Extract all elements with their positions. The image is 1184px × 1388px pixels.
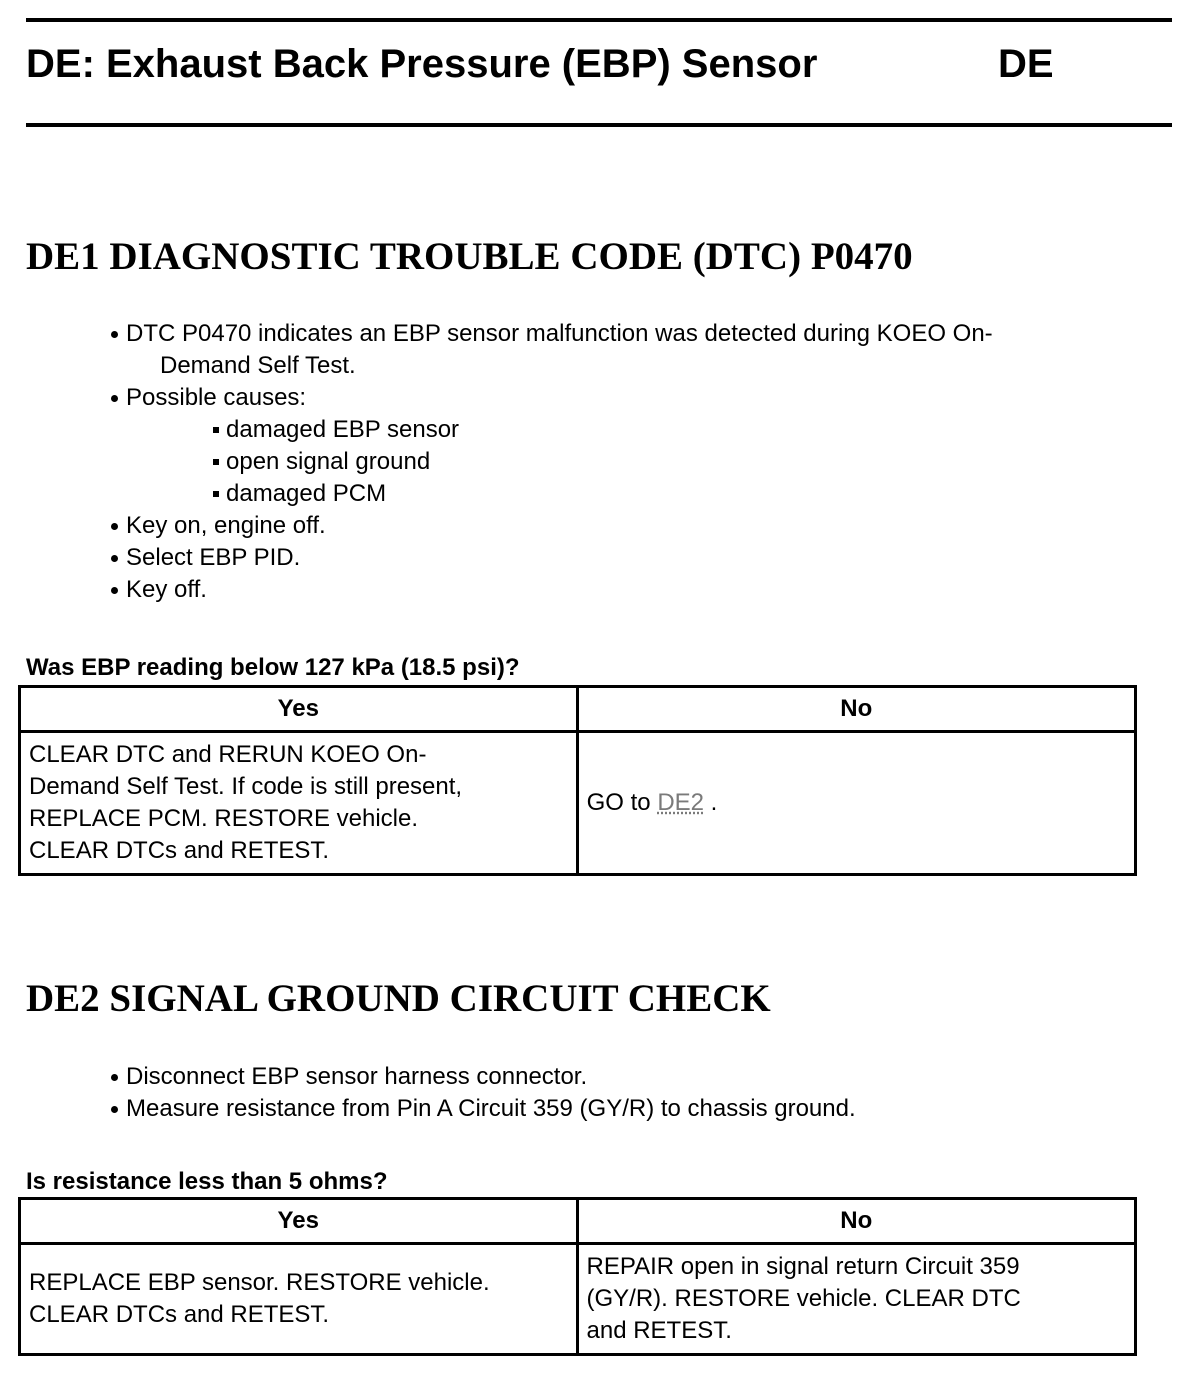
- cause-item: open signal ground: [108, 446, 993, 478]
- section-de2-result-table: [18, 1197, 1137, 1356]
- section-de1-result-table: [18, 685, 1137, 876]
- no-action-prefix: GO to: [586, 789, 651, 816]
- no-action-cell: [577, 1244, 1136, 1355]
- table-header-row: [20, 687, 1136, 732]
- table-row: [20, 732, 1136, 875]
- section-code: DE: [998, 42, 1054, 86]
- step-text: DTC P0470 indicates an EBP sensor malfunction was detected during KOEO On-: [126, 320, 993, 347]
- cause-item: damaged EBP sensor: [108, 414, 993, 446]
- step-item: [108, 510, 993, 542]
- yes-action-line: CLEAR DTC and RERUN KOEO On-: [29, 741, 427, 768]
- step-text-continued: Demand Self Test.: [160, 352, 356, 379]
- no-action-line: (GY/R). RESTORE vehicle. CLEAR DTC: [586, 1285, 1021, 1312]
- yes-action-line: CLEAR DTCs and RETEST.: [29, 837, 330, 864]
- cause-item: damaged PCM: [108, 478, 993, 510]
- step-item: [108, 318, 993, 382]
- yes-action-cell: [20, 732, 578, 875]
- table-header-row: [20, 1199, 1136, 1244]
- no-column-header: No: [577, 1199, 1136, 1244]
- step-item: [108, 542, 993, 574]
- section-de1-heading: DE1 DIAGNOSTIC TROUBLE CODE (DTC) P0470: [26, 235, 913, 278]
- no-column-header: No: [577, 687, 1135, 732]
- step-item: [108, 1093, 856, 1125]
- yes-action-line: REPLACE EBP sensor. RESTORE vehicle.: [29, 1269, 490, 1296]
- no-action-cell: [577, 732, 1135, 875]
- section-de2-heading: DE2 SIGNAL GROUND CIRCUIT CHECK: [26, 977, 771, 1020]
- yes-column-header: Yes: [20, 1199, 578, 1244]
- yes-action-line: REPLACE PCM. RESTORE vehicle.: [29, 805, 419, 832]
- step-text: Measure resistance from Pin A Circuit 359 (GY/R) to chassis ground.: [126, 1095, 856, 1122]
- no-action-suffix: .: [710, 789, 718, 816]
- header-top-rule: [26, 18, 1172, 22]
- yes-action-line: CLEAR DTCs and RETEST.: [29, 1301, 330, 1328]
- step-text: Key off.: [126, 576, 207, 603]
- yes-column-header: Yes: [20, 687, 578, 732]
- section-de2-steps: [108, 1061, 856, 1125]
- section-de1-steps: [108, 318, 993, 606]
- no-action-line: and RETEST.: [586, 1317, 732, 1344]
- page-title: DE: Exhaust Back Pressure (EBP) Sensor: [26, 42, 818, 86]
- step-text: Select EBP PID.: [126, 544, 301, 571]
- step-item: [108, 1061, 856, 1093]
- section-de2-question: Is resistance less than 5 ohms?: [26, 1168, 388, 1195]
- step-text: Possible causes:: [126, 384, 307, 411]
- de2-link[interactable]: DE2: [657, 789, 704, 816]
- section-de1-question: Was EBP reading below 127 kPa (18.5 psi)?: [26, 654, 520, 681]
- step-item: [108, 382, 993, 414]
- table-row: [20, 1244, 1136, 1355]
- step-text: Disconnect EBP sensor harness connector.: [126, 1063, 588, 1090]
- header-bottom-rule: [26, 123, 1172, 127]
- yes-action-line: Demand Self Test. If code is still present,: [29, 773, 463, 800]
- step-item: [108, 574, 993, 606]
- no-action-line: REPAIR open in signal return Circuit 359: [586, 1253, 1020, 1280]
- step-text: Key on, engine off.: [126, 512, 326, 539]
- yes-action-cell: [20, 1244, 578, 1355]
